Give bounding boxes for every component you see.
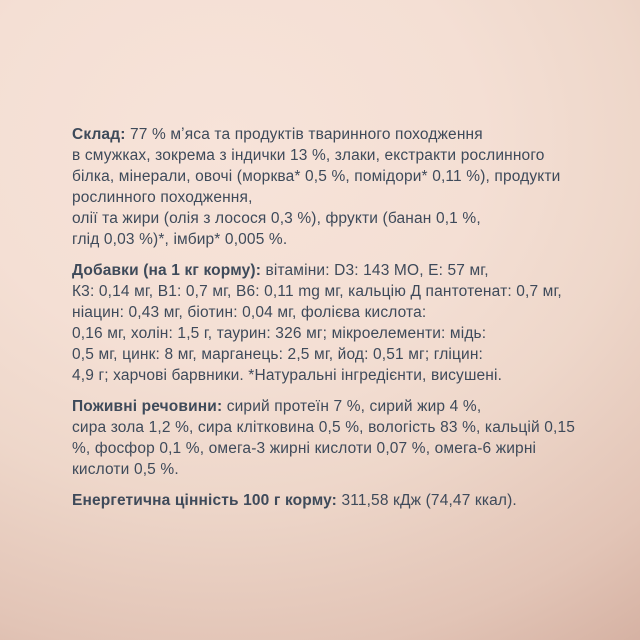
paragraph-heading-rest: 77 % мʼяса та продуктів тваринного походження [125,126,483,143]
paragraph-heading: Добавки (на 1 кг корму): [72,262,262,279]
additives-line: ніацин: 0,43 мг, біотин: 0,04 мг, фолієва кислота: [72,304,427,321]
paragraph-heading-rest: вітаміни: D3: 143 МО, Е: 57 мг, [261,262,489,279]
additives-line: 4,9 г; харчові барвники. *Натуральні інгредієнти, висушені. [72,367,503,384]
paragraph-heading-rest: 311,58 кДж (74,47 ккал). [336,492,517,509]
energy-value-line [72,490,575,511]
composition-line: рослинного походження, [72,189,253,206]
composition-line: в смужках, зокрема з індички 13 %, злаки, екстракти рослинного [72,147,545,164]
additives-line: 0,5 мг, цинк: 8 мг, марганець: 2,5 мг, йод: 0,51 мг; гліцин: [72,346,483,363]
composition-line: олії та жири (олія з лосося 0,3 %), фрукти (банан 0,1 %, [72,210,481,227]
additives-line: К3: 0,14 мг, В1: 0,7 мг, В6: 0,11 mg мг, кальцію Д пантотенат: 0,7 мг, [72,283,562,300]
paragraph-additives [72,260,575,386]
paragraph-heading: Поживні речовини: [72,398,223,415]
paragraph-composition [72,124,575,250]
paragraph-heading-rest: сирий протеїн 7 %, сирий жир 4 %, [222,398,482,415]
additives-line [72,260,575,281]
paragraph-energy-value [72,490,575,511]
nutrients-line: сира зола 1,2 %, сира клітковина 0,5 %, вологість 83 %, кальцій 0,15 [72,419,576,436]
nutrients-line: %, фосфор 0,1 %, омега-3 жирні кислоти 0,07 %, омега-6 жирні [72,440,537,457]
paragraph-nutrients [72,396,575,480]
paragraph-heading: Енергетична цінність 100 г корму: [72,492,337,509]
nutrition-label-text [72,124,575,521]
composition-line [72,124,575,145]
nutrients-line [72,396,575,417]
composition-line: білка, мінерали, овочі (морква* 0,5 %, помідори* 0,11 %), продукти [72,168,561,185]
additives-line: 0,16 мг, холін: 1,5 г, таурин: 326 мг; мікроелементи: мідь: [72,325,487,342]
nutrients-line: кислоти 0,5 %. [72,461,179,478]
composition-line: глід 0,03 %)*, імбир* 0,005 %. [72,231,288,248]
paragraph-heading: Склад: [72,126,126,143]
